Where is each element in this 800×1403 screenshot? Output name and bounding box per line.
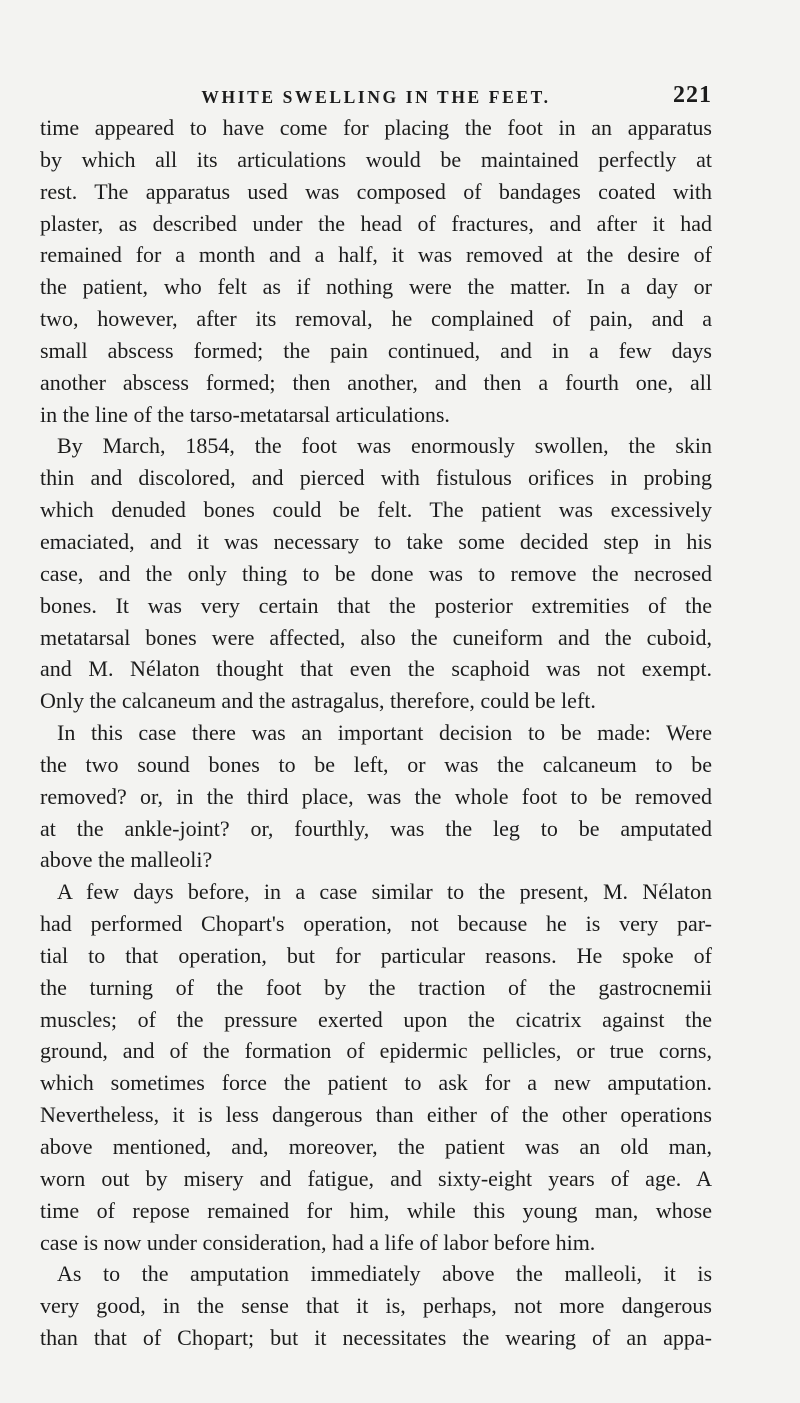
text-line: the two sound bones to be left, or was the calcaneum to be bbox=[40, 751, 712, 777]
text-line: As to the amputation immediately above the malleoli, it is bbox=[57, 1261, 712, 1287]
text-line: Only the calcaneum and the astragalus, therefore, could be left. bbox=[40, 688, 596, 714]
text-line: at the ankle-joint? or, fourthly, was the leg to be amputated bbox=[40, 815, 712, 841]
text-line: worn out by misery and fatigue, and sixty-eight years of age. A bbox=[40, 1165, 712, 1191]
text-line: tial to that operation, but for particular reasons. He spoke of bbox=[40, 942, 712, 968]
text-line: the turning of the foot by the traction of the gastrocnemii bbox=[40, 974, 712, 1000]
text-line: and M. Nélaton thought that even the scaphoid was not exempt. bbox=[40, 656, 712, 682]
text-line: thin and discolored, and pierced with fistulous orifices in probing bbox=[40, 465, 712, 491]
text-line: another abscess formed; then another, and then a fourth one, all bbox=[40, 369, 712, 395]
running-head bbox=[40, 82, 712, 112]
text-line: case, and the only thing to be done was to remove the necrosed bbox=[40, 560, 712, 586]
text-line: which denuded bones could be felt. The patient was excessively bbox=[40, 497, 712, 523]
text-line: two, however, after its removal, he complained of pain, and a bbox=[40, 306, 712, 332]
text-line: case is now under consideration, had a life of labor before him. bbox=[40, 1229, 596, 1255]
text-line: above mentioned, and, moreover, the patient was an old man, bbox=[40, 1134, 712, 1159]
text-line: had performed Chopart's operation, not because he is very par- bbox=[40, 911, 712, 937]
text-line: emaciated, and it was necessary to take some decided step in his bbox=[40, 528, 712, 554]
text-line: removed? or, in the third place, was the whole foot to be removed bbox=[40, 783, 712, 809]
text-line: by which all its articulations would be maintained perfectly at bbox=[40, 146, 712, 172]
text-line: above the malleoli? bbox=[40, 847, 213, 873]
text-line: than that of Chopart; but it necessitates the wearing of an appa- bbox=[40, 1325, 712, 1351]
text-line: In this case there was an important decision to be made: Were bbox=[57, 720, 712, 746]
text-line: rest. The apparatus used was composed of bandages coated with bbox=[40, 178, 712, 204]
text-line: time of repose remained for him, while this young man, whose bbox=[40, 1197, 712, 1223]
text-line: bones. It was very certain that the posterior extremities of the bbox=[40, 592, 712, 618]
text-line: in the line of the tarso-metatarsal articulations. bbox=[40, 401, 450, 427]
text-line: Nevertheless, it is less dangerous than either of the other operations bbox=[40, 1102, 712, 1128]
text-line: the patient, who felt as if nothing were the matter. In a day or bbox=[40, 274, 712, 300]
page-number: 221 bbox=[673, 82, 712, 108]
text-line: A few days before, in a case similar to the present, M. Nélaton bbox=[57, 879, 712, 905]
text-line: small abscess formed; the pain continued, and in a few days bbox=[40, 337, 712, 363]
text-line: ground, and of the formation of epidermic pellicles, or true corns, bbox=[40, 1038, 712, 1064]
text-line: very good, in the sense that it is, perhaps, not more dangerous bbox=[40, 1293, 712, 1319]
running-title: WHITE SWELLING IN THE FEET. bbox=[201, 87, 551, 107]
text-line: metatarsal bones were affected, also the cuneiform and the cuboid, bbox=[40, 624, 712, 650]
text-line: plaster, as described under the head of fractures, and after it had bbox=[40, 210, 712, 236]
text-line: By March, 1854, the foot was enormously swollen, the skin bbox=[57, 433, 712, 459]
text-line: time appeared to have come for placing the foot in an apparatus bbox=[40, 115, 712, 140]
text-line: remained for a month and a half, it was removed at the desire of bbox=[40, 242, 712, 268]
text-line: muscles; of the pressure exerted upon the cicatrix against the bbox=[40, 1006, 712, 1032]
text-line: which sometimes force the patient to ask for a new amputation. bbox=[40, 1070, 712, 1096]
body-text bbox=[40, 112, 712, 1354]
